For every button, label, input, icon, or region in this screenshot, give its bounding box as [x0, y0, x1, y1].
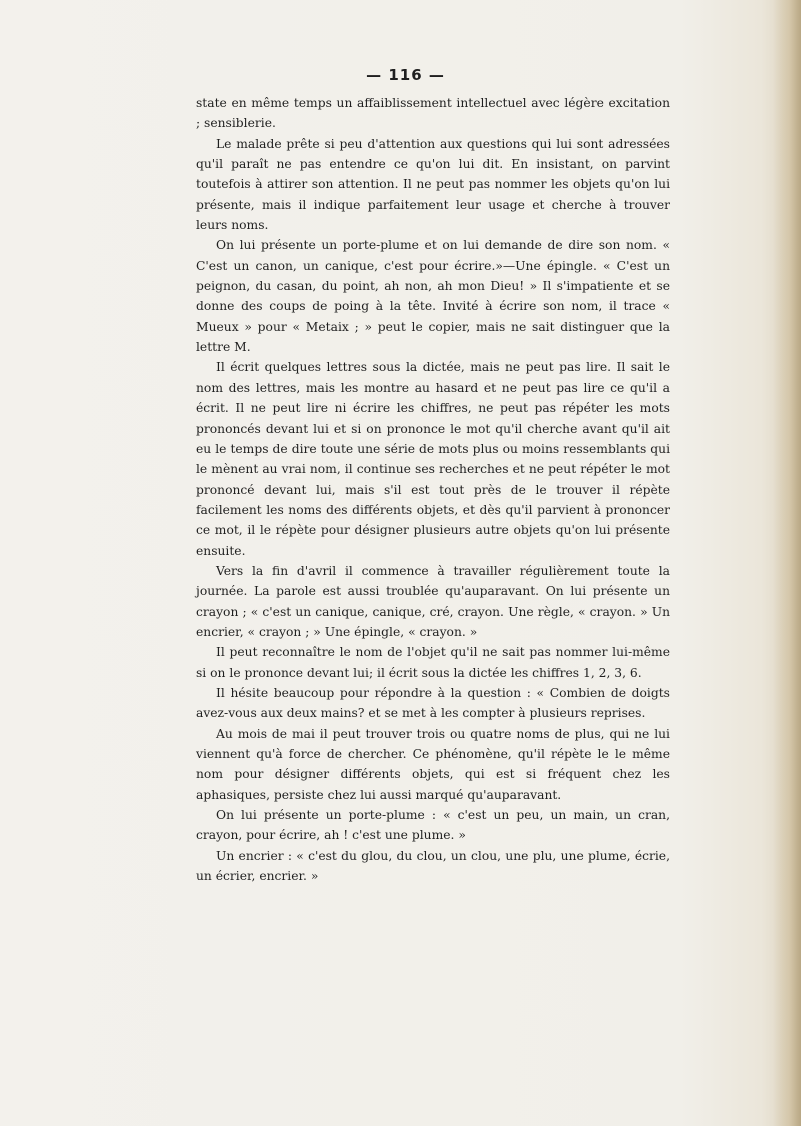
paragraph: Au mois de mai il peut trouver trois ou quatre noms de plus, qui ne lui viennent qu'à force de chercher. Ce phénomène, qu'il répète le le même nom pour désigner différents objets, qui est si fréquent chez les aphasiques, persiste chez lui aussi marqué qu'auparavant. — [196, 726, 670, 802]
paragraph: state en même temps un affaiblissement intellectuel avec légère excitation ; sensiblerie. — [196, 96, 670, 131]
paragraph: Il hésite beaucoup pour répondre à la question : « Combien de doigts avez-vous aux deux mains? et se met à les compter à plusieurs reprises. — [196, 685, 670, 721]
page-number: — 116 — — [366, 66, 445, 84]
paragraph: Il peut reconnaître le nom de l'objet qu'il ne sait pas nommer lui-même si on le prononce devant lui; il écrit sous la dictée les chiffres 1, 2, 3, 6. — [196, 645, 670, 680]
paragraph: On lui présente un porte-plume et on lui demande de dire son nom. « C'est un canon, un canique, c'est pour écrire.»—Une épingle. « C'est un peignon, du casan, du point, ah non, ah mon Dieu! » Il s'impatiente et se donne des coups de poing à la tête. Invité à écrire son nom, il trace « Mueux » pour « Metaix ; » peut le copier, mais ne sait distinguer que la lettre M. — [196, 238, 670, 355]
paragraph: Le malade prête si peu d'attention aux questions qui lui sont adressées qu'il paraît ne pas entendre ce qu'on lui dit. En insistant, on parvint toutefois à attirer son attention. Il ne peut pas nommer les objets qu'on lui présente, mais il indique parfaitement leur usage et cherche à trouver leurs noms. — [196, 136, 670, 233]
paragraph: Il écrit quelques lettres sous la dictée, mais ne peut pas lire. Il sait le nom des lettres, mais les montre au hasard et ne peut pas lire ce qu'il a écrit. Il ne peut lire ni écrire les chiffres, ne peut pas répéter les mots prononcés devant lui et si on prononce le mot qu'il cherche avant qu'il ait eu le temps de dire toute une série de mots plus ou moins ressemblants qui le mènent au vrai nom, il continue ses recherches et ne peut répéter le mot prononcé devant lui, mais s'il est tout près de le trouver il répète facilement les noms des différents objets, et dès qu'il parvient à prononcer ce mot, il le répète pour désigner plusieurs autre objets qu'on lui présente ensuite. — [196, 360, 670, 558]
paragraph: Vers la fin d'avril il commence à travailler régulièrement toute la journée. La parole est aussi troublée qu'auparavant. On lui présente un crayon ; « c'est un canique, canique, cré, crayon. Une règle, « crayon. » Un encrier, « crayon ; » Une épingle, « crayon. » — [196, 563, 670, 639]
paragraph: On lui présente un porte-plume : « c'est un peu, un main, un cran, crayon, pour écrire, ah ! c'est une plume. » — [196, 808, 670, 843]
page-edge-stain — [773, 0, 801, 1126]
paragraph: Un encrier : « c'est du glou, du clou, un clou, une plu, une plume, écrie, un écrier, encrier. » — [196, 848, 670, 884]
page-body — [196, 93, 670, 886]
